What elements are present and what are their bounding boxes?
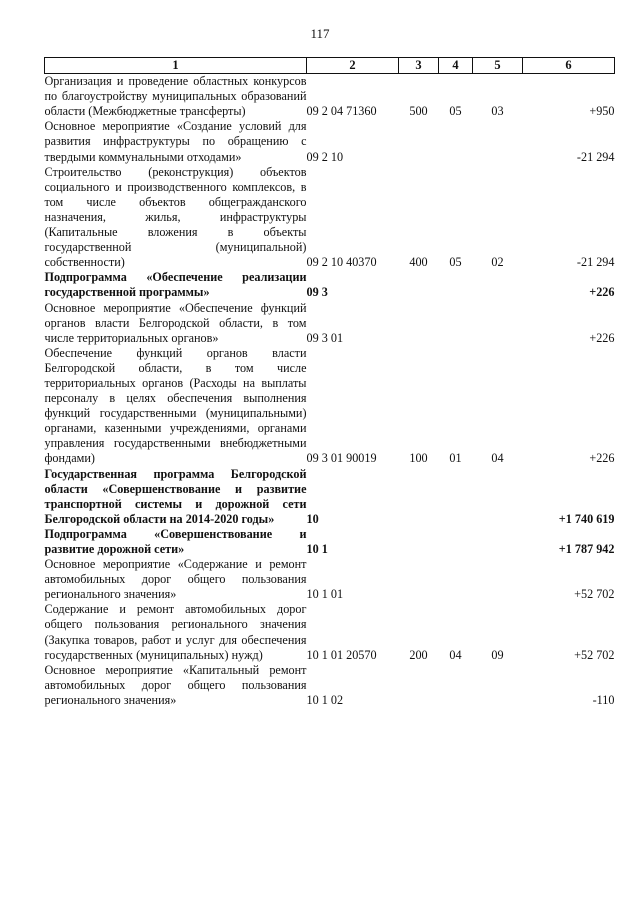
row-column-5 [473,663,523,708]
row-column-3: 100 [409,451,428,466]
row-amount: +226 [589,330,615,345]
row-column-3: 400 [409,255,428,270]
row-column-5 [473,301,523,346]
row-name: Государственная программа Белгородской области «Совершенствование и развитие транспортной системы и дорожной сети Белгородской области на 2014-2020 годы» [44,466,307,526]
row-column-3: 500 [409,104,428,119]
row-amount: +52 702 [574,647,615,662]
column-header-3: 3 [399,58,439,74]
row-column-4 [439,301,473,346]
row-code: 09 2 04 71360 [306,104,377,119]
page-number: 117 [310,26,330,41]
row-column-3 [399,270,439,300]
row-code: 09 2 10 [306,149,344,164]
row-amount: +950 [589,104,615,119]
row-amount: +226 [589,451,615,466]
row-amount: +52 702 [574,587,615,602]
row-column-4 [439,527,473,557]
row-code: 10 1 01 [306,587,344,602]
row-code: 09 3 [306,285,328,300]
row-name: Основное мероприятие «Обеспечение функций органов власти Белгородской области, в том числе территориальных органов» [44,300,307,345]
row-code: 10 1 [306,542,328,556]
row-amount: -21 294 [576,149,615,164]
row-amount: +226 [589,285,615,300]
row-name: Подпрограмма «Обеспечение реализации государственной программы» [44,270,307,300]
column-header-1: 1 [45,58,307,74]
table-header-row [45,58,615,74]
row-column-3 [399,527,439,557]
row-column-4: 05 [449,104,462,119]
row-column-5 [473,270,523,300]
row-column-3: 200 [409,647,428,662]
row-column-4 [439,270,473,300]
column-header-5: 5 [473,58,523,74]
row-code: 10 1 02 [306,692,344,707]
table-row [45,165,615,271]
row-column-5: 09 [491,647,504,662]
row-code: 10 1 01 20570 [306,647,377,662]
table-body [45,74,615,708]
row-amount: +1 787 942 [558,542,615,556]
row-name: Основное мероприятие «Создание условий для развития инфраструктуры по обращению с твердыми коммунальными отходами» [44,119,307,164]
row-amount: -110 [592,692,615,707]
table-row [45,663,615,708]
row-name: Организация и проведение областных конкурсов по благоустройству муниципальных образований области (Межбюджетные трансферты) [44,74,307,119]
column-header-6: 6 [523,58,615,74]
row-name: Основное мероприятие «Содержание и ремонт автомобильных дорог общего пользования регионального значения» [44,557,307,602]
row-column-5 [473,527,523,557]
row-column-5 [473,119,523,164]
row-code: 09 3 01 [306,330,344,345]
table-row [45,602,615,662]
table-row [45,346,615,467]
table-row [45,74,615,120]
row-amount: -21 294 [576,255,615,270]
column-header-2: 2 [307,58,399,74]
table-row [45,467,615,527]
row-column-5: 04 [491,451,504,466]
row-column-5: 03 [491,104,504,119]
budget-table [44,57,615,708]
row-column-5 [473,557,523,602]
column-header-4: 4 [439,58,473,74]
row-name: Подпрограмма «Совершенствование и развитие дорожной сети» [44,526,307,556]
row-column-4 [439,119,473,164]
row-column-3 [399,467,439,527]
row-column-4 [439,467,473,527]
row-column-3 [399,301,439,346]
row-column-4 [439,663,473,708]
row-name: Строительство (реконструкция) объектов социального и производственного комплексов, в том числе объектов общегражданского назначения, жилья, инфраструктуры (Капитальные вложения в объекты государственной (муниципальной) собственности) [44,164,307,270]
row-code: 09 2 10 40370 [306,255,377,270]
table-row [45,301,615,346]
row-column-4: 04 [449,647,462,662]
row-column-3 [399,663,439,708]
row-name: Содержание и ремонт автомобильных дорог общего пользования регионального значения (Закупка товаров, работ и услуг для обеспечения государственных (муниципальных) нужд) [44,602,307,662]
table-row [45,119,615,164]
row-name: Обеспечение функций органов власти Белгородской области, в том числе территориальных органов (Расходы на выплаты персоналу в целях обеспечения выполнения функций государственными (муниципальными) органами, казенными учреждениями, органами управления государственными внебюджетными фондами) [44,345,307,466]
row-column-5: 02 [491,255,504,270]
row-column-4 [439,557,473,602]
row-column-3 [399,119,439,164]
table-row [45,270,615,300]
table-row [45,527,615,557]
row-name: Основное мероприятие «Капитальный ремонт автомобильных дорог общего пользования регионального значения» [44,662,307,707]
row-column-5 [473,467,523,527]
row-column-4: 05 [449,255,462,270]
table-row [45,557,615,602]
row-column-3 [399,557,439,602]
row-amount: +1 740 619 [558,511,615,526]
row-code: 09 3 01 90019 [306,451,377,466]
row-code: 10 [306,511,319,526]
row-column-4: 01 [449,451,462,466]
